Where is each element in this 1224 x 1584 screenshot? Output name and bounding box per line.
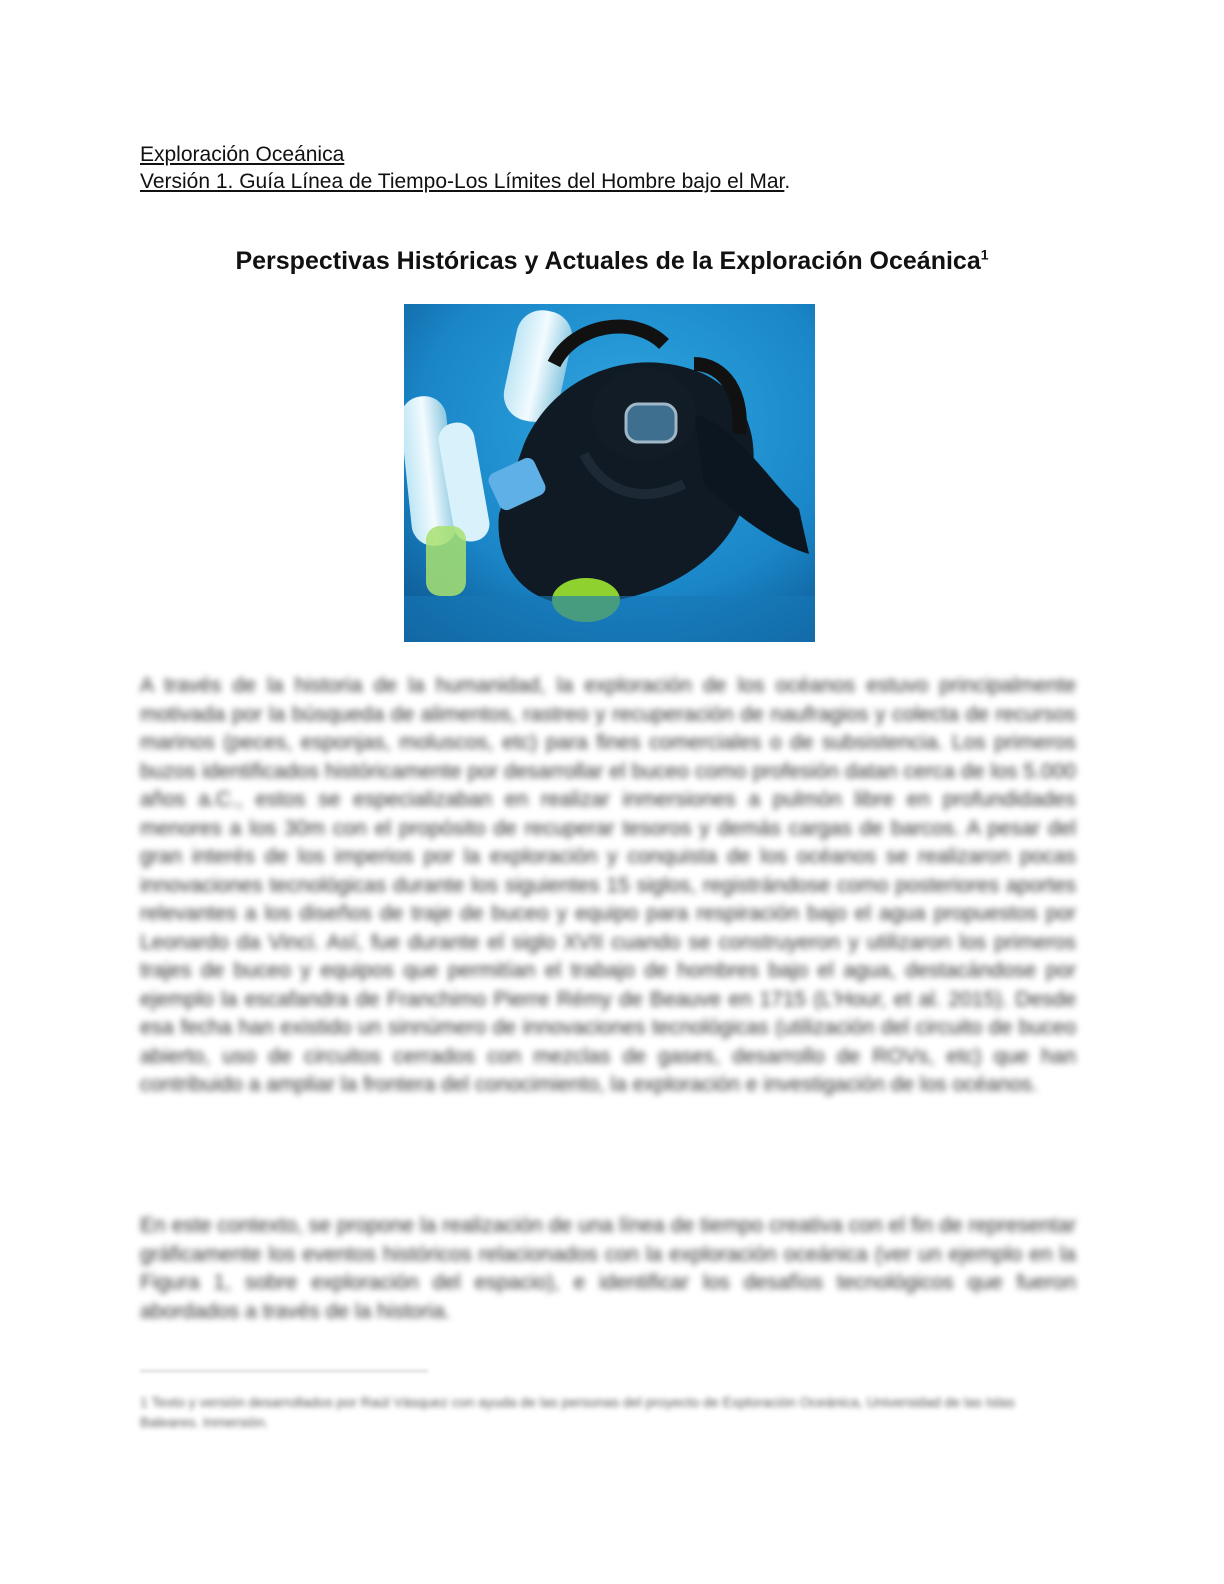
document-header xyxy=(140,141,790,195)
title-footnote-mark[interactable]: 1 xyxy=(980,246,989,263)
footnote: 1 Texto y versión desarrollados por Raúl Vásquez con ayuda de las personas del proyecto de Exploración Oceánica, Universidad de las Islas Baleares. Inmersión. xyxy=(140,1394,1015,1430)
diver-illustration xyxy=(404,304,815,642)
timeline-paragraph: En este contexto, se propone la realización de una línea de tiempo creativa con el fin de representar gráficamente los eventos históricos relacionados con la exploración oceánica (ver un ejemplo en la Figura 1, sobre exploración del espacio), e identificar los desafíos tecnológicos que fueron abordados a través de la historia. xyxy=(140,1214,1076,1323)
intro-paragraph: A través de la historia de la humanidad, la exploración de los océanos estuvo principalmente motivada por la búsqueda de alimentos, rastreo y recuperación de naufragios y colecta de recursos marinos (peces, esponjas, moluscos, etc) para fines comerciales o de subsistencia. Los primeros buzos identificados históricamente por desarrollar el buceo como profesión datan cerca de los 5.000 años a.C., estos se especializaban en realizar inmersiones a pulmón libre en profundidades menores a los 30m con el propósito de recuperar tesoros y demás cargas de barcos. A pesar del gran interés de los imperios por la exploración y conquista de los océanos se realizaron pocas innovaciones tecnológicas durante los siguientes 15 siglos, registrándose como posteriores aportes relevantes a los diseños de traje de buceo y equipo para respiración bajo el agua propuestos por Leonardo da Vinci. Así, fue durante el siglo XVII cuando se construyeron y utilizaron los primeros trajes de buceo y equipos que permitían el trabajo de hombres bajo el agua, destacándose por ejemplo la escafandra de Franchimo Pierre Rémy de Beauve en 1715 (L'Hour, et al. 2015). Desde esa fecha han existido un sinnúmero de innovaciones tecnológicas (utilización del circuito de buceo abierto, uso de circuitos cerrados con mezclas de gases, desarrollo de ROVs, etc) que han contribuido a ampliar la frontera del conocimiento, la exploración e investigación de los océanos. xyxy=(140,674,1076,1096)
document-title xyxy=(0,244,1224,278)
course-title-link[interactable]: Exploración Oceánica xyxy=(140,143,345,166)
course-title xyxy=(140,141,790,168)
footnote-divider xyxy=(140,1370,428,1372)
guide-version-link[interactable]: Versión 1. Guía Línea de Tiempo-Los Límites del Hombre bajo el Mar xyxy=(140,170,785,193)
diver-photo xyxy=(404,304,815,642)
document-title-text: Perspectivas Históricas y Actuales de la Exploración Oceánica xyxy=(235,247,981,275)
guide-version-line xyxy=(140,168,790,195)
guide-version-period: . xyxy=(784,170,791,193)
